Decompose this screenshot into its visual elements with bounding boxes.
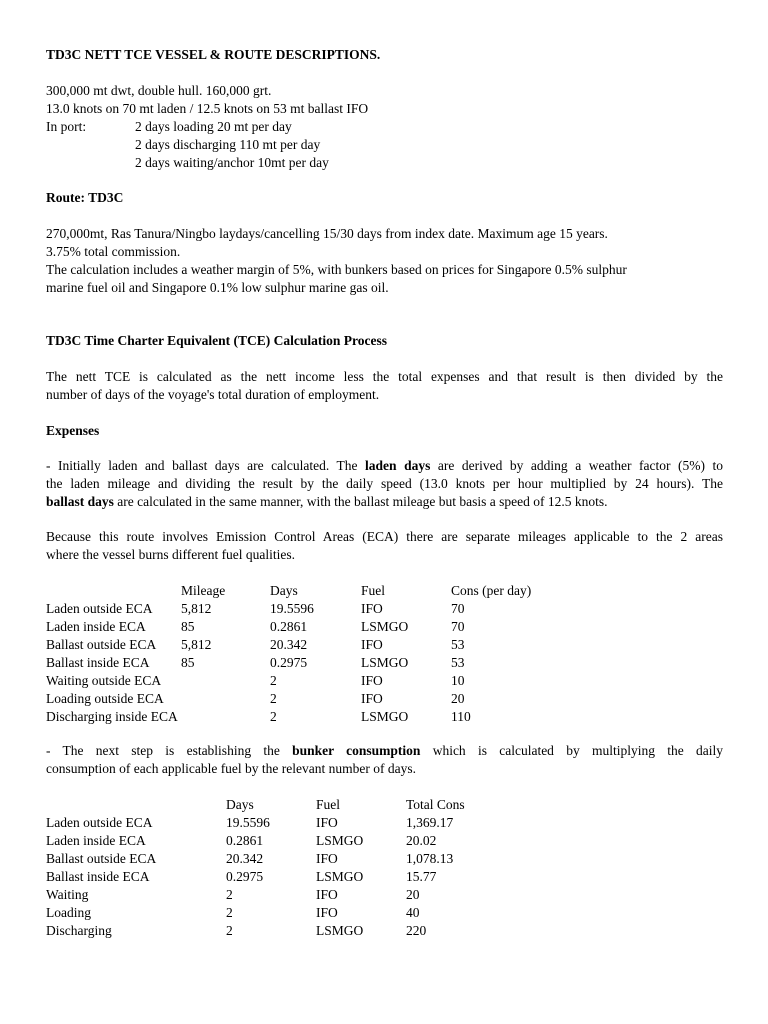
table-cell: 2 (270, 709, 277, 724)
table-cell: 0.2975 (270, 655, 308, 670)
table-cell: Waiting outside ECA (46, 673, 162, 688)
table-cell: IFO (361, 691, 383, 706)
route-line-2: 3.75% total commission. (46, 244, 181, 259)
table-cell: 2 (226, 905, 233, 920)
bunker-paragraph-line: consumption of each applicable fuel by the relevant number of days. (46, 761, 416, 776)
table-cell: 1,078.13 (406, 851, 454, 866)
table-header-cell: Days (226, 797, 254, 812)
table-cell: 220 (406, 923, 427, 938)
document-title: TD3C NETT TCE VESSEL & ROUTE DESCRIPTIONS. (46, 47, 381, 62)
route-line-3: The calculation includes a weather margin of 5%, with bunkers based on prices for Singapore 0.5% sulphur (46, 262, 627, 277)
table-cell: 20 (406, 887, 420, 902)
table-cell: 19.5596 (270, 601, 314, 616)
tce-paragraph-line: The nett TCE is calculated as the nett income less the total expenses and that result is then divided by the (46, 369, 723, 384)
table-cell: 53 (451, 655, 465, 670)
table-cell: 10 (451, 673, 465, 688)
expenses-paragraph-line: Because this route involves Emission Control Areas (ECA) there are separate mileages applicable to the 2 areas (46, 529, 723, 544)
table-cell: 2 (270, 673, 277, 688)
table-cell: 70 (451, 601, 465, 616)
in-port-item: 2 days discharging 110 mt per day (135, 137, 321, 152)
table-cell: Waiting (46, 887, 89, 902)
table-cell: LSMGO (316, 869, 364, 884)
expenses-paragraph-line: ballast days are calculated in the same manner, with the ballast mileage but basis a speed of 12.5 knots. (46, 494, 608, 509)
bunker-consumption-term: bunker consumption (292, 743, 421, 758)
table-cell: 2 (226, 923, 233, 938)
table-cell: 5,812 (181, 637, 212, 652)
table-cell: LSMGO (361, 655, 409, 670)
table-cell: 1,369.17 (406, 815, 454, 830)
route-heading: Route: TD3C (46, 190, 124, 205)
table-cell: Loading (46, 905, 91, 920)
expenses-heading: Expenses (46, 423, 100, 438)
table-cell: 20 (451, 691, 465, 706)
expenses-paragraph-1 (46, 457, 723, 511)
expenses-paragraph-line: where the vessel burns different fuel qualities. (46, 547, 296, 562)
tce-heading: TD3C Time Charter Equivalent (TCE) Calculation Process (46, 333, 388, 348)
table-cell: LSMGO (316, 833, 364, 848)
table-header-cell: Days (270, 583, 298, 598)
table-cell: 70 (451, 619, 465, 634)
bunker-paragraph-line: - The next step is establishing the bunker consumption which is calculated by multiplying the daily (46, 743, 723, 758)
vessel-line-1: 300,000 mt dwt, double hull. 160,000 grt. (46, 83, 272, 98)
table-cell: Loading outside ECA (46, 691, 164, 706)
tce-paragraph (46, 368, 723, 404)
table-cell: 2 (226, 887, 233, 902)
table-cell: IFO (361, 673, 383, 688)
table-cell: 15.77 (406, 869, 437, 884)
table-cell: IFO (316, 815, 338, 830)
table-cell: IFO (361, 601, 383, 616)
table-cell: 2 (270, 691, 277, 706)
in-port-item: 2 days waiting/anchor 10mt per day (135, 155, 329, 170)
table-cell: 53 (451, 637, 465, 652)
table-cell: 40 (406, 905, 420, 920)
table-cell: Ballast outside ECA (46, 637, 157, 652)
table-cell: IFO (316, 887, 338, 902)
table-cell: Ballast outside ECA (46, 851, 157, 866)
table-header-cell: Mileage (181, 583, 226, 598)
table-cell: LSMGO (316, 923, 364, 938)
route-line-4: marine fuel oil and Singapore 0.1% low sulphur marine gas oil. (46, 280, 389, 295)
ballast-days-term: ballast days (46, 494, 114, 509)
table-cell: Ballast inside ECA (46, 655, 150, 670)
table-cell: Laden outside ECA (46, 601, 153, 616)
route-line-1: 270,000mt, Ras Tanura/Ningbo laydays/cancelling 15/30 days from index date. Maximum age 15 years. (46, 226, 608, 241)
table-header-cell: Fuel (316, 797, 341, 812)
table-cell: IFO (361, 637, 383, 652)
table-header-cell: Total Cons (406, 797, 465, 812)
table-cell: LSMGO (361, 619, 409, 634)
table-cell: 0.2861 (270, 619, 308, 634)
table-cell: 0.2861 (226, 833, 264, 848)
table-cell: 20.342 (270, 637, 308, 652)
laden-days-term: laden days (365, 458, 431, 473)
table-cell: 20.342 (226, 851, 264, 866)
table-cell: Laden inside ECA (46, 833, 146, 848)
tce-paragraph-line: number of days of the voyage's total duration of employment. (46, 387, 380, 402)
table-cell: Discharging (46, 923, 112, 938)
table-cell: 5,812 (181, 601, 212, 616)
table-cell: Ballast inside ECA (46, 869, 150, 884)
table-cell: 20.02 (406, 833, 437, 848)
table-cell: IFO (316, 905, 338, 920)
table-cell: 0.2975 (226, 869, 264, 884)
table-cell: 85 (181, 655, 195, 670)
table-cell: Discharging inside ECA (46, 709, 178, 724)
table-header-cell: Fuel (361, 583, 386, 598)
expenses-paragraph-line: the laden mileage and dividing the result by the daily speed (13.0 knots per hour multiplied by 24 hours). The (46, 476, 723, 491)
in-port-item: 2 days loading 20 mt per day (135, 119, 292, 134)
bunker-paragraph (46, 742, 723, 778)
expenses-paragraph-2 (46, 528, 723, 564)
vessel-line-2: 13.0 knots on 70 mt laden / 12.5 knots on 53 mt ballast IFO (46, 101, 369, 116)
table-cell: IFO (316, 851, 338, 866)
table-cell: 19.5596 (226, 815, 270, 830)
table-header-cell: Cons (per day) (451, 583, 532, 598)
table-cell: 110 (451, 709, 471, 724)
table-cell: Laden inside ECA (46, 619, 146, 634)
in-port-label: In port: (46, 119, 87, 134)
table-cell: 85 (181, 619, 195, 634)
table-cell: LSMGO (361, 709, 409, 724)
table-cell: Laden outside ECA (46, 815, 153, 830)
expenses-paragraph-line: - Initially laden and ballast days are calculated. The laden days are derived by adding a weather factor (5%) to (46, 458, 723, 473)
